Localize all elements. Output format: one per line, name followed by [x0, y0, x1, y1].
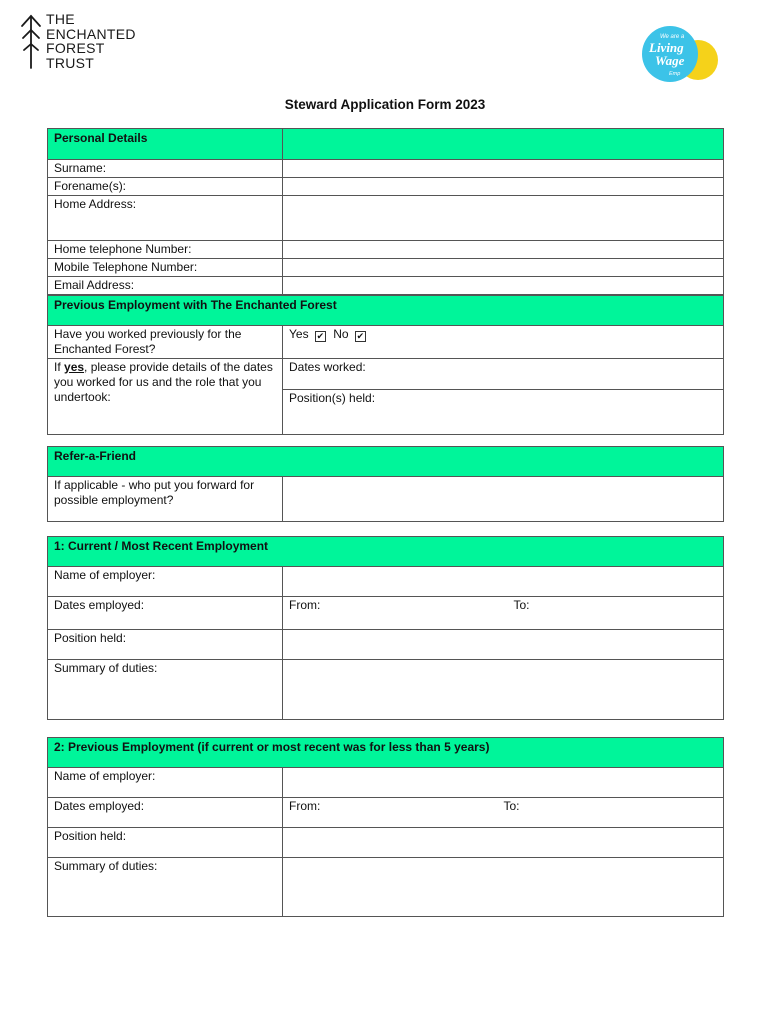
mobile-tel-label: Mobile Telephone Number:	[48, 259, 283, 277]
home-tel-field[interactable]	[283, 241, 724, 259]
email-field[interactable]	[283, 277, 724, 295]
surname-field[interactable]	[283, 160, 724, 178]
summary-field[interactable]	[283, 660, 724, 720]
summary-label: Summary of duties:	[48, 858, 283, 917]
living-wage-badge	[638, 26, 720, 86]
logo-line: FOREST	[46, 40, 105, 56]
employer-field[interactable]	[283, 768, 724, 798]
current-employment-table	[47, 536, 724, 720]
position-label: Position held:	[48, 630, 283, 660]
section-header: Previous Employment with The Enchanted Forest	[48, 296, 724, 326]
badge-text: Living	[649, 40, 684, 55]
summary-label: Summary of duties:	[48, 660, 283, 720]
employer-label: Name of employer:	[48, 768, 283, 798]
from-label: From:	[289, 598, 321, 612]
forenames-label: Forename(s):	[48, 178, 283, 196]
section-header: Personal Details	[48, 129, 283, 160]
referrer-question: If applicable - who put you forward for possible employment?	[48, 477, 283, 522]
mobile-tel-field[interactable]	[283, 259, 724, 277]
address-field[interactable]	[283, 196, 724, 241]
trust-logo	[18, 12, 168, 74]
no-checkbox[interactable]: ✔	[356, 331, 365, 341]
logo-line: TRUST	[46, 54, 95, 71]
email-label: Email Address:	[48, 277, 283, 295]
yes-checkbox[interactable]: ✔	[316, 331, 325, 341]
badge-text: Wage	[655, 53, 685, 68]
position-field[interactable]	[283, 828, 724, 858]
to-label: To:	[503, 799, 520, 813]
address-label: Home Address:	[48, 196, 283, 241]
dates-label: Dates employed:	[48, 798, 283, 828]
badge-text: Emp	[669, 71, 681, 77]
yes-no-cell	[283, 326, 724, 359]
referrer-field[interactable]	[283, 477, 724, 522]
worked-previously-question: Have you worked previously for the Enchanted Forest?	[48, 326, 283, 359]
position-label: Position held:	[48, 828, 283, 858]
employer-field[interactable]	[283, 567, 724, 597]
refer-a-friend-table	[47, 446, 724, 522]
personal-details-table	[47, 128, 724, 295]
no-label: No	[333, 327, 349, 341]
section-header: 1: Current / Most Recent Employment	[48, 537, 724, 567]
surname-label: Surname:	[48, 160, 283, 178]
header-cell	[283, 129, 724, 160]
previous-employment-2-table	[47, 737, 724, 917]
section-header: 2: Previous Employment (if current or most recent was for less than 5 years)	[48, 738, 724, 768]
dates-field[interactable]	[283, 798, 724, 828]
section-header: Refer-a-Friend	[48, 447, 724, 477]
badge-text: We are a	[660, 34, 685, 40]
if-text: If	[54, 360, 61, 374]
logo-wordmark	[46, 12, 136, 70]
yes-emphasis: yes	[64, 360, 85, 374]
employer-label: Name of employer:	[48, 567, 283, 597]
previous-employment-table	[47, 295, 724, 435]
if-rest-text: , please provide details of the dates you worked for us and the role that you undertook:	[54, 360, 273, 404]
from-label: From:	[289, 799, 321, 813]
dates-worked-field[interactable]: Dates worked:	[283, 359, 724, 390]
position-field[interactable]	[283, 630, 724, 660]
forenames-field[interactable]	[283, 178, 724, 196]
logo-line: THE	[46, 11, 75, 27]
if-yes-instructions	[48, 359, 283, 435]
home-tel-label: Home telephone Number:	[48, 241, 283, 259]
yes-label: Yes	[289, 327, 309, 341]
dates-field[interactable]	[283, 597, 724, 630]
to-label: To:	[513, 598, 530, 612]
dates-label: Dates employed:	[48, 597, 283, 630]
form-title: Steward Application Form 2023	[284, 97, 486, 112]
summary-field[interactable]	[283, 858, 724, 917]
logo-line: ENCHANTED	[46, 25, 136, 42]
positions-held-field[interactable]: Position(s) held:	[283, 390, 724, 435]
tree-icon	[18, 14, 44, 70]
